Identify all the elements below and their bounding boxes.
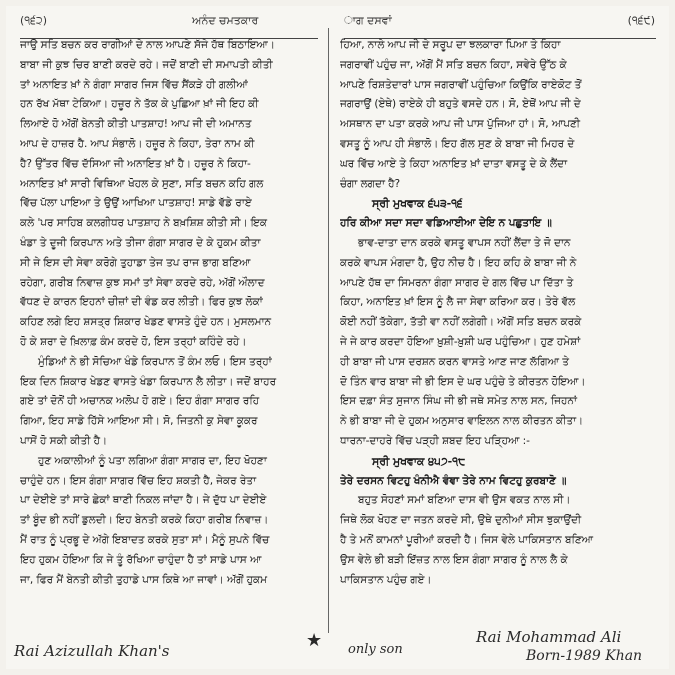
text-line: ਰਹੇਗਾ, ਗਰੀਬ ਨਿਵਾਜ਼ ਕੁਝ ਸਮਾਂ ਤਾਂ ਸੇਵਾ ਕਰਦੇ ਰਹੇ, ਅੱਗੋਂ ਔਲਾਦ — [20, 276, 265, 289]
column-divider — [328, 28, 329, 633]
text-line: ਪਾਸੋਂ ਹੋ ਸਕੀ ਕੀਤੀ ਹੈ। — [20, 434, 108, 447]
left-column — [20, 36, 318, 590]
scripture-verse: ਤੇਰੇ ਦਰਸਨ ਵਿਟਹੁ ਖੰਨੀਐ ਵੰਞਾ ਤੇਰੇ ਨਾਮ ਵਿਟਹੁ ਕੁਰਬਾਣੋ ॥ — [340, 474, 567, 487]
paragraph-start-line: ਮੁੰਡਿਆਂ ਨੇ ਭੀ ਸੋਚਿਆ ਖੰਡੇ ਕਿਰਪਾਨ ਤੋਂ ਕੰਮ ਲਓ। ਇਸ ਤਰ੍ਹਾਂ — [38, 355, 272, 368]
text-line: ਕਹਿਣ ਲਗੇ ਇਹ ਸ਼ਸਤ੍ਰ ਸ਼ਿਕਾਰ ਖੇਡਣ ਵਾਸਤੇ ਹੁੰਦੇ ਹਨ। ਮੁਸਲਮਾਨ — [20, 316, 272, 329]
text-line: ਘਰ ਵਿੱਚ ਆਏ ਤੇ ਕਿਹਾ ਅਨਾਇਤ ਖ਼ਾਂ ਦਾਤਾ ਵਸਤੂ ਦੇ ਕੇ ਲੈਂਦਾ — [340, 157, 568, 170]
text-line: ਜਗਰਾਉਂ (ਏਥੇ) ਰਾਏਕੇ ਹੀ ਬਹੁਤੇ ਵਸਦੇ ਹਨ। ਸੋ, ਏਥੋਂ ਆਪ ਜੀ ਦੇ — [340, 98, 581, 111]
text-line: ਹੈ ਤੇ ਮਨੋਂ ਕਾਮਨਾਂ ਪੂਰੀਆਂ ਕਰਦੀ ਹੈ। ਜਿਸ ਵੇਲੇ ਪਾਕਿਸਤਾਨ ਬਣਿਆ — [340, 533, 594, 546]
text-line: ਹਿਆ, ਨਾਲੇ ਆਪ ਜੀ ਦੇ ਸਰੂਪ ਦਾ ਝਲਕਾਰਾ ਪਿਆ ਤੇ ਕਿਹਾ — [340, 39, 561, 51]
text-line: ਵਸਤੂ ਨੂੰ ਆਪ ਹੀ ਸੰਭਾਲੋ। ਇਹ ਗੱਲ ਸੁਣ ਕੇ ਬਾਬਾ ਜੀ ਮਿਹਰ ਦੇ — [340, 137, 575, 150]
text-line: ਖੰਡਾ ਤੇ ਦੂਜੀ ਕਿਰਪਾਨ ਅਤੇ ਤੀਜਾ ਗੰਗਾ ਸਾਗਰ ਦੇ ਕੇ ਹੁਕਮ ਕੀਤਾ — [20, 236, 261, 249]
text-line: ਕਿਹਾ, ਅਨਾਇਤ ਖ਼ਾਂ ਇਸ ਨੂੰ ਲੈ ਜਾ ਸੇਵਾ ਕਰਿਆ ਕਰ। ਤੇਰੇ ਵੱਲ — [340, 296, 576, 309]
dharna-line: ਧਾਰਨਾ-ਦਾਹਰੇ ਵਿੱਚ ਪੜ੍ਹੀ ਸ਼ਬਦ ਇਹ ਪੜ੍ਹਿਆ :- — [340, 434, 530, 447]
text-line: ਹੀ ਬਾਬਾ ਜੀ ਪਾਸ ਦਰਸ਼ਨ ਕਰਨ ਵਾਸਤੇ ਆਣ ਜਾਣ ਲੱਗਿਆ ਤੇ — [340, 355, 569, 368]
text-line: ਹੋ ਕੇ ਸ਼ਰਾ ਦੇ ਖ਼ਿਲਾਫ਼ ਕੰਮ ਕਰਦੇ ਹੋ, ਇਸ ਤਰ੍ਹਾਂ ਕਹਿੰਦੇ ਰਹੇ। — [20, 335, 247, 348]
text-line: ਇਸ ਦਫ਼ਾ ਸੰਤ ਸੁਜਾਨ ਸਿੰਘ ਜੀ ਭੀ ਜਥੇ ਸਮੇਤ ਨਾਲ ਸਨ, ਜਿਹਨਾਂ — [340, 395, 577, 408]
text-line: ਹੈ? ਉੱਤਰ ਵਿੱਚ ਦੱਸਿਆ ਜੀ ਅਨਾਇਤ ਖ਼ਾਂ ਹੈ। ਹਜ਼ੂਰ ਨੇ ਕਿਹਾ- — [20, 157, 251, 170]
text-line: ਪਾ ਦੇਈਏ ਤਾਂ ਸਾਰੇ ਛੇਕਾਂ ਥਾਣੀ ਨਿਕਲ ਜਾਂਦਾ ਹੈ। ਜੇ ਦੁੱਧ ਪਾ ਦੇਈਏ — [20, 494, 267, 507]
right-column — [340, 36, 656, 590]
text-line: ਦੋ ਤਿੰਨ ਵਾਰ ਬਾਬਾ ਜੀ ਭੀ ਇਸ ਦੇ ਘਰ ਪਹੁੰਚੇ ਤੇ ਕੀਰਤਨ ਹੋਇਆ। — [340, 375, 586, 388]
text-line: ਤਾਂ ਬੂੰਦ ਭੀ ਨਹੀਂ ਡੁਲਦੀ। ਇਹ ਬੇਨਤੀ ਕਰਕੇ ਕਿਹਾ ਗਰੀਬ ਨਿਵਾਜ਼। — [20, 514, 269, 527]
text-line: ਕਲੇ 'ਪਰ ਸਾਹਿਬ ਕਲਗੀਧਰ ਪਾਤਸ਼ਾਹ ਨੇ ਬਖ਼ਸ਼ਿਸ਼ ਕੀਤੀ ਸੀ। ਇਕ — [20, 217, 268, 230]
text-line: ਗਏ ਤਾਂ ਦੋਨੋਂ ਹੀ ਅਚਾਨਕ ਅਲੋਪ ਹੋ ਗਏ। ਇਹ ਗੰਗਾ ਸਾਗਰ ਰਹਿ — [20, 395, 260, 408]
text-line: ਹਨ ਰੱਖ ਮੱਥਾ ਟੇਕਿਆ। ਹਜ਼ੂਰ ਨੇ ਤੱਕ ਕੇ ਪੁਛਿਆ ਖ਼ਾਂ ਜੀ ਇਹ ਕੀ — [20, 98, 259, 111]
paragraph-start-line: ਹੁਣ ਅਕਾਲੀਆਂ ਨੂੰ ਪਤਾ ਲਗਿਆ ਗੰਗਾ ਸਾਗਰ ਦਾ, ਇਹ ਖੋਹਣਾ — [38, 454, 267, 467]
text-line: ਜਾ, ਫਿਰ ਮੈਂ ਬੇਨਤੀ ਕੀਤੀ ਤੁਹਾਡੇ ਪਾਸ ਕਿਥੇ ਆ ਜਾਵਾਂ। ਅੱਗੋਂ ਹੁਕਮ — [20, 573, 268, 586]
text-line: ਅਨਾਇਤ ਖ਼ਾਂ ਸਾਰੀ ਵਿਥਿਆ ਖੋਹਲ ਕੇ ਸੁਣਾ, ਸਤਿ ਬਚਨ ਕਹਿ ਗਲ — [20, 177, 264, 190]
scripture-verse: ਹਰਿ ਕੀਆ ਸਦਾ ਸਦਾ ਵਡਿਆਈਆ ਦੇਇ ਨ ਪਛੁਤਾਇ ॥ — [340, 217, 552, 230]
paragraph-start-line: ਭਾਵ-ਦਾਤਾ ਦਾਨ ਕਰਕੇ ਵਸਤੂ ਵਾਪਸ ਨਹੀਂ ਲੈਂਦਾ ਤੇ ਜੋ ਦਾਨ — [358, 236, 571, 249]
text-line: ਅਸਥਾਨ ਦਾ ਪਤਾ ਕਰਕੇ ਆਪ ਜੀ ਪਾਸ ਪੁੱਜਿਆ ਹਾਂ। ਸੋ, ਆਪਣੀ — [340, 118, 580, 131]
page-header — [6, 12, 669, 34]
left-running-title: ਅਨੰਦ ਚਮਤਕਾਰ — [192, 14, 259, 27]
text-line: ਜਗਰਾਵੀਂ ਪਹੁੰਚ ਜਾ, ਅੱਗੋਂ ਮੈਂ ਸਤਿ ਬਚਨ ਕਿਹਾ, ਸਵੇਰੇ ਉੱਠ ਕੇ — [340, 58, 567, 71]
left-page-number: (੧੬੨) — [20, 14, 47, 27]
handwritten-name: Rai Mohammad Ali — [476, 628, 622, 646]
text-line: ਉਸ ਵੇਲੇ ਭੀ ਬੜੀ ਇੱਜ਼ਤ ਨਾਲ ਇਸ ਗੰਗਾ ਸਾਗਰ ਨੂੰ ਨਾਲ ਲੈ ਕੇ — [340, 553, 568, 566]
text-line: ਪਾਕਿਸਤਾਨ ਪਹੁੰਚ ਗਏ। — [340, 573, 432, 586]
text-line: ਮੈਂ ਰਾਤ ਨੂੰ ਪ੍ਰਭੂ ਦੇ ਅੱਗੇ ਇਬਾਦਤ ਕਰਕੇ ਸੁਤਾ ਸਾਂ। ਮੈਨੂੰ ਸੁਪਨੇ ਵਿੱਚ — [20, 533, 270, 546]
text-line: ਵਿੱਚ ਪੱਲਾ ਪਾਇਆ ਤੇ ਉਉਂ ਆਖਿਆ ਪਾਤਸ਼ਾਹ! ਸਾਡੇ ਵੱਡੇ ਰਾਏ — [20, 197, 252, 210]
handwritten-mid: only son — [348, 642, 403, 657]
text-line: ਸੀ ਜੇ ਇਸ ਦੀ ਸੇਵਾ ਕਰੋਗੇ ਤੁਹਾਡਾ ਤੇਜ ਤਪ ਰਾਜ ਭਾਗ ਬਣਿਆ — [20, 256, 251, 269]
text-line: ਜਿਥੇ ਲੋਕ ਖੋਹਣ ਦਾ ਜਤਨ ਕਰਦੇ ਸੀ, ਉਥੇ ਦੁਨੀਆਂ ਸੀਸ ਝੁਕਾਉਂਦੀ — [340, 514, 582, 527]
book-page — [6, 6, 669, 669]
text-line: ਜੇ ਜੇ ਕਾਰ ਕਰਦਾ ਹੋਇਆ ਖ਼ੁਸ਼ੀ-ਖ਼ੁਸ਼ੀ ਘਰ ਪਹੁੰਚਿਆ। ਹੁਣ ਹਮੇਸ਼ਾਂ — [340, 335, 581, 348]
text-line: ਚੰਗਾ ਲਗਦਾ ਹੈ? — [340, 177, 401, 190]
text-line: ਆਪਣੇ ਰਿਸ਼ਤੇਦਾਰਾਂ ਪਾਸ ਜਗਰਾਵੀਂ ਪਹੁੰਚਿਆ ਕਿਉਂਕਿ ਰਾਏਕੋਟ ਤੋਂ — [340, 78, 582, 91]
paragraph-start-line: ਬਹੁਤ ਸੋਹਣਾਂ ਸਮਾਂ ਬਣਿਆ ਦਾਸ ਵੀ ਉਸ ਵਕਤ ਨਾਲ ਸੀ। — [358, 494, 571, 507]
text-line: ਤਾਂ ਅਨਾਇਤ ਖ਼ਾਂ ਨੇ ਗੰਗਾ ਸਾਗਰ ਜਿਸ ਵਿੱਚ ਸੈਂਕੜੇ ਹੀ ਗਲੀਆਂ — [20, 78, 248, 91]
scripture-reference: ਸ੍ਰੀ ਮੁਖਵਾਕ ੬੫੩-੧੬ — [372, 197, 463, 211]
text-line: ਗਿਆ, ਇਹ ਸਾਡੇ ਹਿੱਸੇ ਆਇਆ ਸੀ। ਸੋ, ਜਿਤਨੀ ਕੁ ਸੇਵਾ ਕੂਕਰ — [20, 415, 258, 428]
text-line: ਆਪਣੇ ਹੱਥ ਦਾ ਸਿਮਰਨਾ ਗੰਗਾ ਸਾਗਰ ਦੇ ਗਲ ਵਿੱਚ ਪਾ ਦਿੱਤਾ ਤੇ — [340, 276, 574, 289]
text-line: ਕਰਕੇ ਵਾਪਸ ਮੰਗਦਾ ਹੈ, ਉਹ ਨੀਚ ਹੈ। ਇਹ ਕਹਿ ਕੇ ਬਾਬਾ ਜੀ ਨੇ — [340, 256, 577, 269]
text-line: ਜਾਉ ਸਤਿ ਬਚਨ ਕਰ ਰਾਗੀਆਂ ਦੇ ਨਾਲ ਆਪਣੇ ਸੱਜੇ ਹੱਥ ਬਿਠਾਇਆ। — [20, 39, 275, 51]
handwritten-note — [6, 628, 669, 668]
text-line: ਇਕ ਦਿਨ ਸ਼ਿਕਾਰ ਖੇਡਣ ਵਾਸਤੇ ਖੰਡਾ ਕਿਰਪਾਨ ਲੈ ਲੀਤਾ। ਜਦੋਂ ਬਾਹਰ — [20, 375, 277, 388]
text-line: ਲਿਆਏ ਹੋ ਅੱਗੋਂ ਬੇਨਤੀ ਕੀਤੀ ਪਾਤਸ਼ਾਹ! ਆਪ ਜੀ ਦੀ ਅਮਾਨਤ — [20, 118, 252, 131]
right-page-number: (੧੬੯) — [627, 14, 655, 27]
text-line: ਨੇ ਭੀ ਬਾਬਾ ਜੀ ਦੇ ਹੁਕਮ ਅਨੁਸਾਰ ਵਾਇਲਨ ਨਾਲ ਕੀਰਤਨ ਕੀਤਾ। — [340, 415, 584, 428]
text-line: ਆਪ ਦੇ ਹਾਜ਼ਰ ਹੈ. ਆਪ ਸੰਭਾਲੋ। ਹਜ਼ੂਰ ਨੇ ਕਿਹਾ, ਤੇਰਾ ਨਾਮ ਕੀ — [20, 137, 255, 150]
star-icon: ★ — [306, 630, 323, 651]
handwritten-left: Rai Azizullah Khan's — [14, 642, 170, 660]
text-line: ਇਹ ਹੁਕਮ ਹੋਇਆ ਕਿ ਜੇ ਤੂੰ ਰੱਖਿਆ ਚਾਹੁੰਦਾ ਹੈ ਤਾਂ ਸਾਡੇ ਪਾਸ ਆ — [20, 553, 262, 566]
text-line: ਬਾਬਾ ਜੀ ਕੁਝ ਚਿਰ ਬਾਣੀ ਕਰਦੇ ਰਹੇ। ਜਦੋਂ ਬਾਣੀ ਦੀ ਸਮਾਪਤੀ ਕੀਤੀ — [20, 58, 273, 71]
text-line: ਵੱਧਣ ਦੇ ਕਾਰਨ ਇਹਨਾਂ ਚੀਜ਼ਾਂ ਦੀ ਵੰਡ ਕਰ ਲੀਤੀ। ਫਿਰ ਕੁਝ ਲੋਕਾਂ — [20, 296, 263, 309]
scripture-reference: ਸ੍ਰੀ ਮੁਖਵਾਕ ੪੫੭-੧੮ — [372, 454, 466, 468]
text-line: ਚਾਹੁੰਦੇ ਹਨ। ਇਸ ਗੰਗਾ ਸਾਗਰ ਵਿੱਚ ਇਹ ਸ਼ਕਤੀ ਹੈ, ਜੇਕਰ ਰੇਤਾ — [20, 474, 257, 487]
text-line: ਕੋਈ ਨਹੀਂ ਤੱਕੇਗਾ, ਤੱਤੀ ਵਾ ਨਹੀਂ ਲਗੇਗੀ। ਅੱਗੋਂ ਸਤਿ ਬਚਨ ਕਰਕੇ — [340, 316, 582, 329]
right-running-title: ਾਗ ਦਸਵਾਂ — [344, 14, 392, 27]
handwritten-birth: Born-1989 Khan — [526, 648, 643, 664]
